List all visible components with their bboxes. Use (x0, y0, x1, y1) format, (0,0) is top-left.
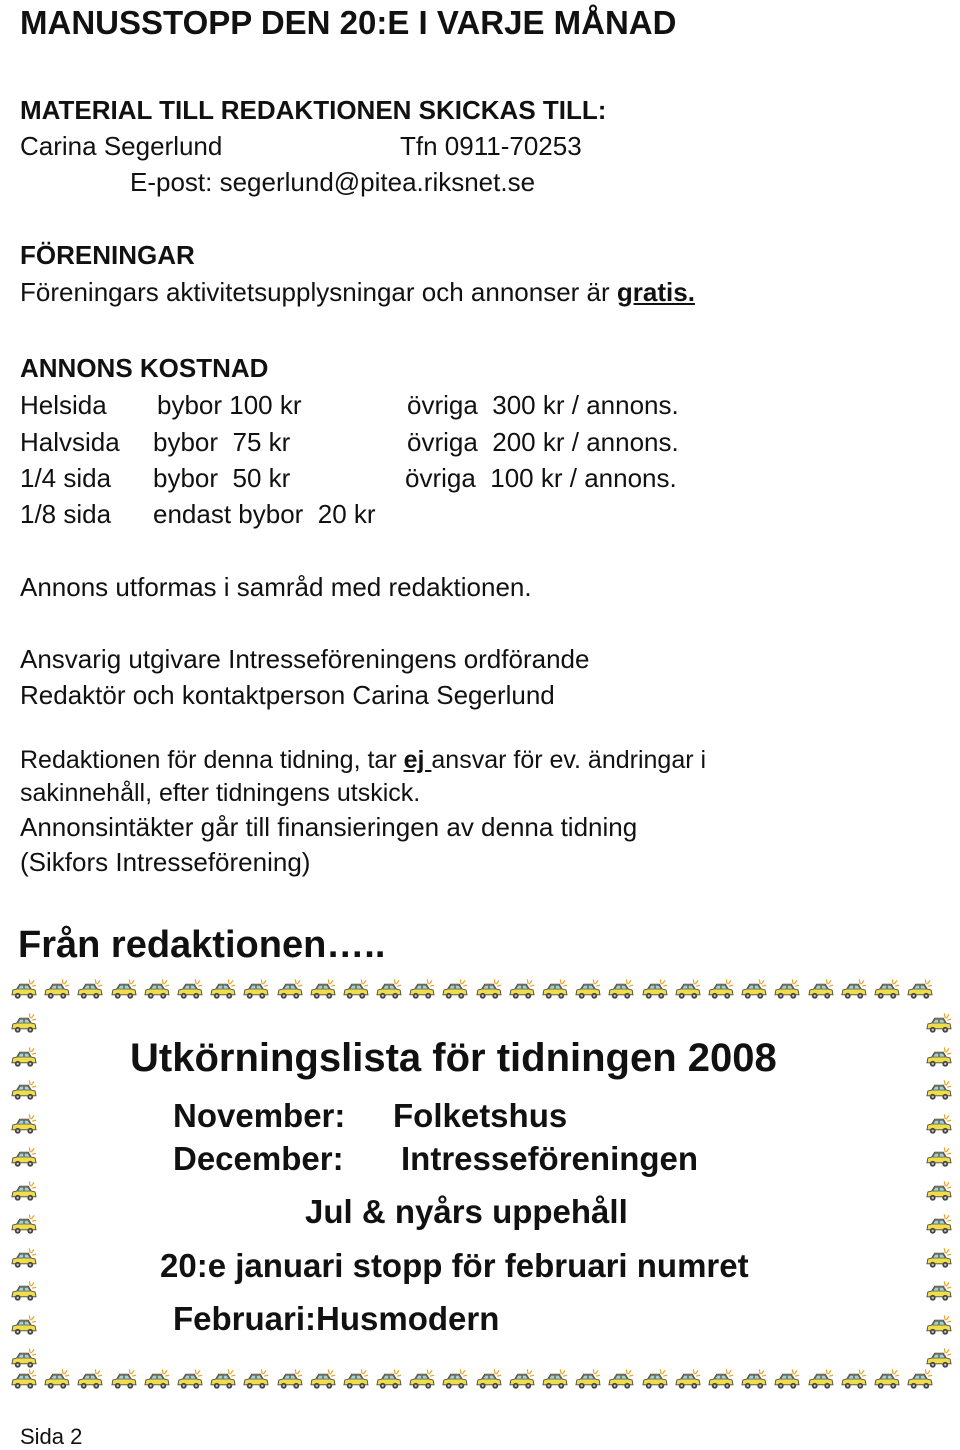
january-note: 20:e januari stopp för februari numret (160, 1247, 749, 1284)
november-label: November: (173, 1097, 346, 1134)
disclaimer-part1: Redaktionen för denna tidning, tar (20, 746, 404, 774)
february-entry: Februari:Husmodern (173, 1300, 500, 1337)
annons-row-size: 1/4 sida (20, 463, 112, 493)
taxi-icon (574, 978, 601, 1002)
taxi-icon (242, 978, 269, 1002)
taxi-icon (143, 978, 170, 1002)
taxi-icon (209, 978, 236, 1002)
taxi-icon (10, 1046, 37, 1070)
taxi-icon (773, 978, 800, 1002)
taxi-icon (276, 978, 303, 1002)
december-label: December: (173, 1140, 344, 1177)
taxi-icon (925, 1180, 952, 1204)
taxi-icon (475, 978, 502, 1002)
taxi-icon (740, 1368, 767, 1392)
taxi-icon (110, 1368, 137, 1392)
contact-name: Carina Segerlund (20, 131, 223, 161)
taxi-icon (143, 1368, 170, 1392)
taxi-border-top (10, 978, 939, 1002)
annons-row-bybor: bybor 75 kr (153, 427, 291, 457)
taxi-icon (342, 978, 369, 1002)
taxi-icon (925, 1146, 952, 1170)
taxi-icon (276, 1368, 303, 1392)
taxi-icon (740, 978, 767, 1002)
taxi-icon (641, 1368, 668, 1392)
taxi-icon (309, 1368, 336, 1392)
contact-email: E-post: segerlund@pitea.riksnet.se (130, 167, 536, 197)
taxi-icon (110, 978, 137, 1002)
annons-row-size: Halvsida (20, 427, 120, 457)
disclaimer-emph: ej (403, 746, 432, 774)
taxi-icon (176, 1368, 203, 1392)
taxi-icon (906, 978, 933, 1002)
taxi-icon (76, 978, 103, 1002)
break-note: Jul & nyårs uppehåll (305, 1193, 628, 1230)
taxi-icon (10, 1247, 37, 1271)
annons-row-bybor: bybor 50 kr (153, 463, 291, 493)
material-heading: MATERIAL TILL REDAKTIONEN SKICKAS TILL: (20, 95, 607, 125)
taxi-icon (375, 978, 402, 1002)
responsible-publisher: Ansvarig utgivare Intresseföreningens ordförande (20, 644, 590, 674)
annons-row-bybor: endast bybor 20 kr (153, 499, 376, 529)
taxi-icon (925, 1347, 952, 1371)
taxi-icon (641, 978, 668, 1002)
taxi-icon (408, 1368, 435, 1392)
disclaimer-part2: ansvar för ev. ändringar i (431, 746, 707, 774)
taxi-icon (607, 1368, 634, 1392)
taxi-icon (309, 978, 336, 1002)
taxi-icon (10, 1146, 37, 1170)
annons-row-ovriga: övriga 200 kr / annons. (407, 427, 679, 457)
taxi-icon (10, 1213, 37, 1237)
december-value: Intresseföreningen (401, 1140, 699, 1177)
taxi-icon (574, 1368, 601, 1392)
november-value: Folketshus (393, 1097, 568, 1134)
taxi-icon (925, 1213, 952, 1237)
taxi-icon (925, 1046, 952, 1070)
taxi-icon (707, 978, 734, 1002)
taxi-icon (925, 1314, 952, 1338)
foreningar-text (20, 277, 695, 308)
taxi-icon (441, 978, 468, 1002)
taxi-icon (707, 1368, 734, 1392)
foreningar-text-main: Föreningars aktivitetsupplysningar och annonser är (20, 277, 617, 307)
taxi-icon (76, 1368, 103, 1392)
foreningar-text-emph: gratis. (616, 277, 695, 307)
taxi-icon (10, 1280, 37, 1304)
taxi-icon (773, 1368, 800, 1392)
taxi-icon (209, 1368, 236, 1392)
taxi-icon (176, 978, 203, 1002)
taxi-icon (10, 978, 37, 1002)
taxi-icon (541, 978, 568, 1002)
disclaimer-line (20, 746, 706, 775)
annons-row-ovriga: övriga 100 kr / annons. (405, 463, 677, 493)
taxi-icon (375, 1368, 402, 1392)
taxi-icon (674, 978, 701, 1002)
annons-row-bybor: bybor 100 kr (157, 390, 302, 420)
taxi-icon (10, 1180, 37, 1204)
taxi-icon (807, 978, 834, 1002)
taxi-icon (43, 978, 70, 1002)
schedule-title: Utkörningslista för tidningen 2008 (130, 1036, 777, 1080)
taxi-icon (873, 1368, 900, 1392)
taxi-icon (10, 1347, 37, 1371)
annons-row-size: Helsida (20, 390, 107, 420)
from-editors-heading: Från redaktionen….. (18, 924, 386, 966)
taxi-border-left (10, 1012, 37, 1381)
taxi-icon (840, 978, 867, 1002)
taxi-icon (674, 1368, 701, 1392)
taxi-icon (508, 978, 535, 1002)
annons-heading: ANNONS KOSTNAD (20, 353, 269, 383)
taxi-icon (807, 1368, 834, 1392)
contact-phone: Tfn 0911-70253 (400, 131, 582, 161)
page-number: Sida 2 (20, 1424, 83, 1449)
funding-note: Annonsintäkter går till finansieringen av denna tidning (20, 812, 638, 842)
taxi-icon (840, 1368, 867, 1392)
taxi-icon (475, 1368, 502, 1392)
taxi-border-right (925, 1012, 952, 1381)
taxi-icon (43, 1368, 70, 1392)
taxi-icon (508, 1368, 535, 1392)
taxi-icon (541, 1368, 568, 1392)
deadline-heading: MANUSSTOPP DEN 20:E I VARJE MÅNAD (20, 4, 677, 41)
annons-row-ovriga: övriga 300 kr / annons. (407, 390, 679, 420)
taxi-icon (925, 1012, 952, 1036)
annons-note: Annons utformas i samråd med redaktionen. (20, 572, 532, 602)
taxi-icon (925, 1247, 952, 1271)
taxi-icon (408, 978, 435, 1002)
association-name: (Sikfors Intresseförening) (20, 847, 311, 877)
taxi-icon (342, 1368, 369, 1392)
taxi-border-bottom (10, 1368, 939, 1392)
taxi-icon (925, 1079, 952, 1103)
taxi-icon (925, 1280, 952, 1304)
annons-row-size: 1/8 sida (20, 499, 112, 529)
taxi-icon (10, 1113, 37, 1137)
taxi-icon (441, 1368, 468, 1392)
foreningar-heading: FÖRENINGAR (20, 240, 195, 270)
taxi-icon (10, 1012, 37, 1036)
taxi-icon (607, 978, 634, 1002)
responsible-editor: Redaktör och kontaktperson Carina Segerlund (20, 680, 555, 710)
taxi-icon (10, 1314, 37, 1338)
taxi-icon (242, 1368, 269, 1392)
taxi-icon (10, 1079, 37, 1103)
taxi-icon (925, 1113, 952, 1137)
taxi-icon (873, 978, 900, 1002)
disclaimer-line2: sakinnehåll, efter tidningens utskick. (20, 779, 421, 807)
